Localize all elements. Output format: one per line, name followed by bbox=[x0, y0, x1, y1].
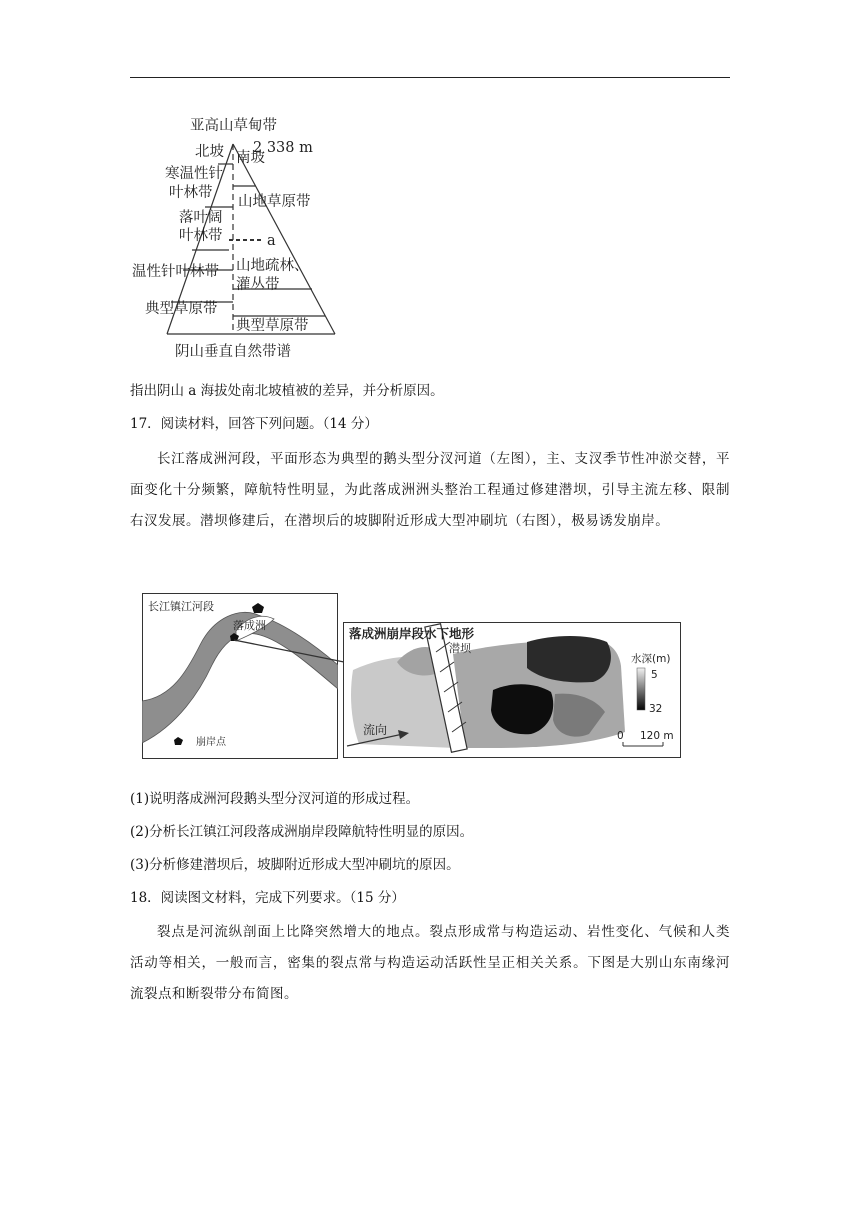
north-zone-1a: 寒温性针 bbox=[165, 166, 223, 182]
north-zone-2a: 落叶阔 bbox=[179, 210, 223, 226]
north-zone-2b: 叶林带 bbox=[179, 228, 223, 244]
q16-question: 指出阴山 a 海拔处南北坡植被的差异，并分析原因。 bbox=[130, 383, 444, 399]
q17-sub-3: (3)分析修建潜坝后，坡脚附近形成大型冲刷坑的原因。 bbox=[130, 857, 460, 873]
header-rule bbox=[130, 77, 730, 78]
q17-header: 17．阅读材料，回答下列问题。（14 分） bbox=[130, 416, 378, 432]
south-zone-2b: 灌丛带 bbox=[236, 277, 280, 293]
south-slope-label: 南坡 bbox=[236, 150, 265, 166]
q18-header: 18．阅读图文材料，完成下列要求。（15 分） bbox=[130, 890, 405, 906]
north-slope-label: 北坡 bbox=[195, 144, 224, 160]
south-zone-2a: 山地疏林、 bbox=[236, 258, 309, 274]
q17-sub-1: (1)说明落成洲河段鹅头型分汊河道的形成过程。 bbox=[130, 791, 420, 807]
depth-max-label: 32 bbox=[649, 703, 663, 715]
south-zone-3: 典型草原带 bbox=[236, 318, 309, 334]
scale-value: 120 m bbox=[640, 730, 674, 742]
river-map-title: 长江镇江河段 bbox=[148, 600, 214, 613]
scale-zero: 0 bbox=[617, 730, 624, 742]
flow-label: 流向 bbox=[363, 723, 388, 737]
q17-sub-2: (2)分析长江镇江河段落成洲崩岸段障航特性明显的原因。 bbox=[130, 824, 474, 840]
terrain-map bbox=[343, 622, 681, 758]
north-zone-1b: 叶林带 bbox=[169, 185, 213, 201]
legend-label: 崩岸点 bbox=[196, 737, 226, 748]
q18-paragraph: 裂点是河流纵剖面上比降突然增大的地点。裂点形成常与构造运动、岩性变化、气候和人类活动等相关，一般而言，密集的裂点常与构造运动活跃性呈正相关关系。下图是大别山东南缘河流裂点和断裂带分布简图。 bbox=[130, 924, 730, 1002]
north-zone-3: 温性针叶林带 bbox=[132, 264, 219, 280]
marker-a: a bbox=[267, 233, 276, 249]
q17-paragraph: 长江落成洲河段，平面形态为典型的鹅头型分汊河道（左图），主、支汊季节性冲淤交替，平面变化十分频繁，障航特性明显，为此落成洲洲头整治工程通过修建潜坝，引导主流左移、限制右汊发展。潜坝修建后，在潜坝后的坡脚附近形成大型冲刷坑（右图），极易诱发崩岸。 bbox=[130, 451, 730, 529]
top-zone-label: 亚高山草甸带 bbox=[190, 118, 277, 134]
terrain-map-title: 落成洲崩岸段水下地形 bbox=[349, 626, 475, 641]
figure-caption: 阴山垂直自然带谱 bbox=[175, 344, 291, 360]
depth-legend-title: 水深(m) bbox=[631, 653, 671, 665]
dam-label: 潜坝 bbox=[449, 642, 471, 655]
north-zone-4: 典型草原带 bbox=[145, 301, 218, 317]
mountain-zonation-figure bbox=[125, 112, 340, 362]
elevation-label: 2 338 m bbox=[253, 140, 313, 156]
south-zone-1: 山地草原带 bbox=[238, 194, 311, 210]
island-label: 落成洲 bbox=[233, 619, 266, 632]
depth-min-label: 5 bbox=[651, 669, 658, 681]
river-map bbox=[142, 593, 338, 759]
